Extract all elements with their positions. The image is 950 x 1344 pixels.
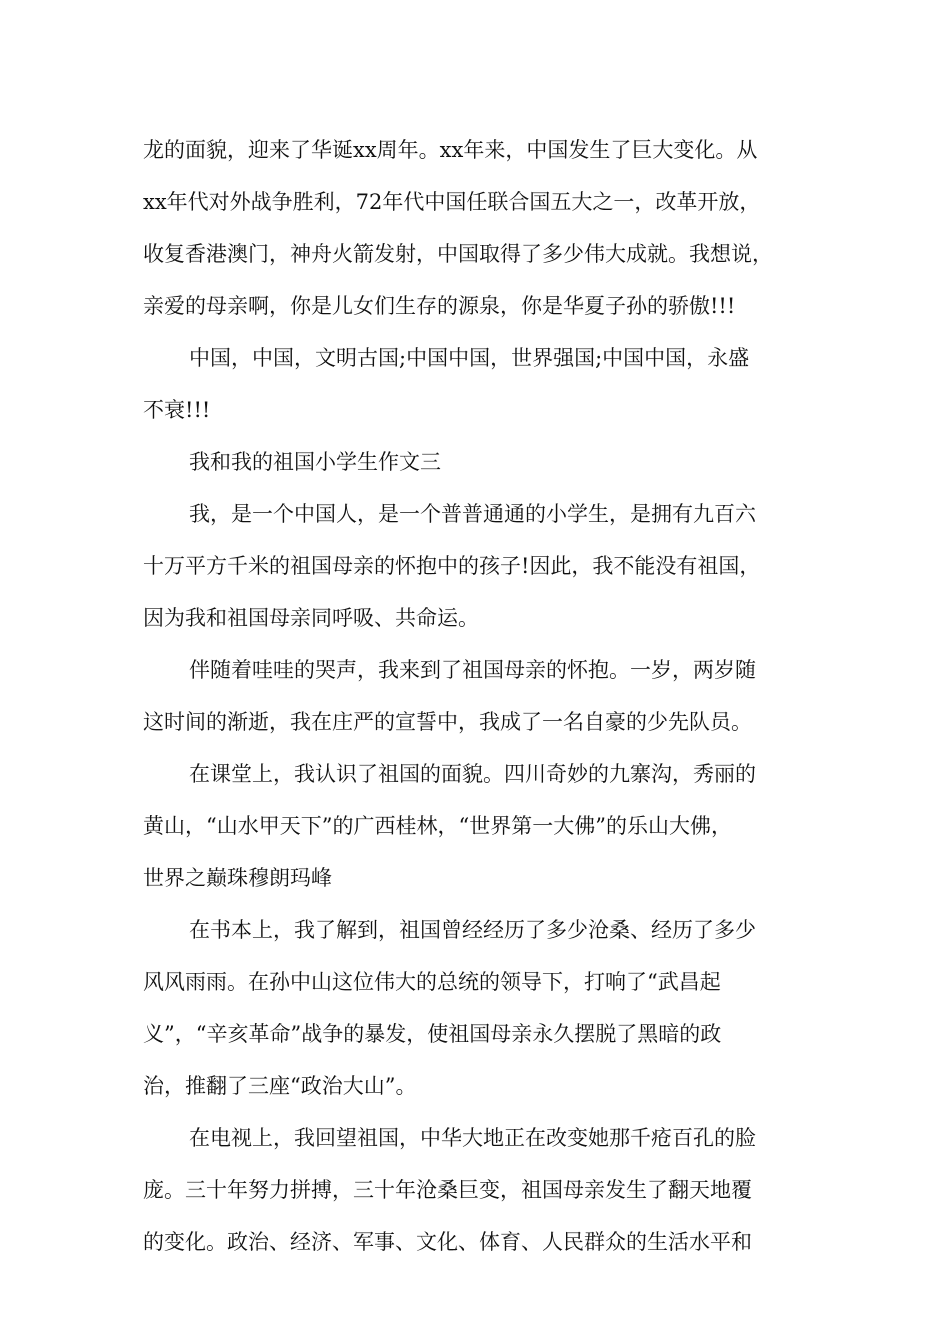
essay-text [143, 124, 815, 1268]
text-line: 义”，“辛亥革命”战争的暴发，使祖国母亲永久摆脱了黑暗的政 [143, 1022, 722, 1046]
text-line: 这时间的渐逝，我在庄严的宣誓中，我成了一名自豪的少先队员。 [143, 710, 752, 734]
text-line: 风风雨雨。在孙中山这位伟大的总统的领导下，打响了“武昌起 [143, 970, 721, 994]
text-line: 庞。三十年努力拼搏，三十年沧桑巨变，祖国母亲发生了翻天地覆 [143, 1178, 752, 1202]
essay-heading: 我和我的祖国小学生作文三 [189, 450, 441, 474]
text-line: 收复香港澳门，神舟火箭发射，中国取得了多少伟大成就。我想说， [143, 242, 773, 266]
paragraph-first-line: 我，是一个中国人，是一个普普通通的小学生，是拥有九百六 [189, 502, 756, 526]
text-line: 黄山，“山水甲天下”的广西桂林，“世界第一大佛”的乐山大佛， [143, 814, 732, 838]
text-line: 的变化。政治、经济、军事、文化、体育、人民群众的生活水平和 [143, 1230, 752, 1254]
text-line: 治，推翻了三座“政治大山”。 [143, 1074, 417, 1098]
paragraph-first-line: 中国，中国，文明古国;中国中国，世界强国;中国中国，永盛 [189, 346, 750, 370]
paragraph-first-line: 伴随着哇哇的哭声，我来到了祖国母亲的怀抱。一岁，两岁随 [189, 658, 756, 682]
paragraph-first-line: 在电视上，我回望祖国，中华大地正在改变她那千疮百孔的脸 [189, 1126, 756, 1150]
text-line: 世界之巅珠穆朗玛峰 [143, 866, 332, 890]
text-line: 因为我和祖国母亲同呼吸、共命运。 [143, 606, 479, 630]
text-line: 亲爱的母亲啊，你是儿女们生存的源泉，你是华夏子孙的骄傲!!! [143, 294, 736, 318]
text-line: 十万平方千米的祖国母亲的怀抱中的孩子!因此，我不能没有祖国， [143, 554, 761, 578]
text-line: 不衰!!! [143, 398, 211, 422]
paragraph-first-line: 在课堂上，我认识了祖国的面貌。四川奇妙的九寨沟，秀丽的 [189, 762, 756, 786]
text-line: xx年代对外战争胜利，72年代中国任联合国五大之一，改革开放， [143, 190, 761, 214]
paragraph-first-line: 在书本上，我了解到，祖国曾经经历了多少沧桑、经历了多少 [189, 918, 756, 942]
text-line: 龙的面貌，迎来了华诞xx周年。xx年来，中国发生了巨大变化。从 [143, 138, 758, 162]
